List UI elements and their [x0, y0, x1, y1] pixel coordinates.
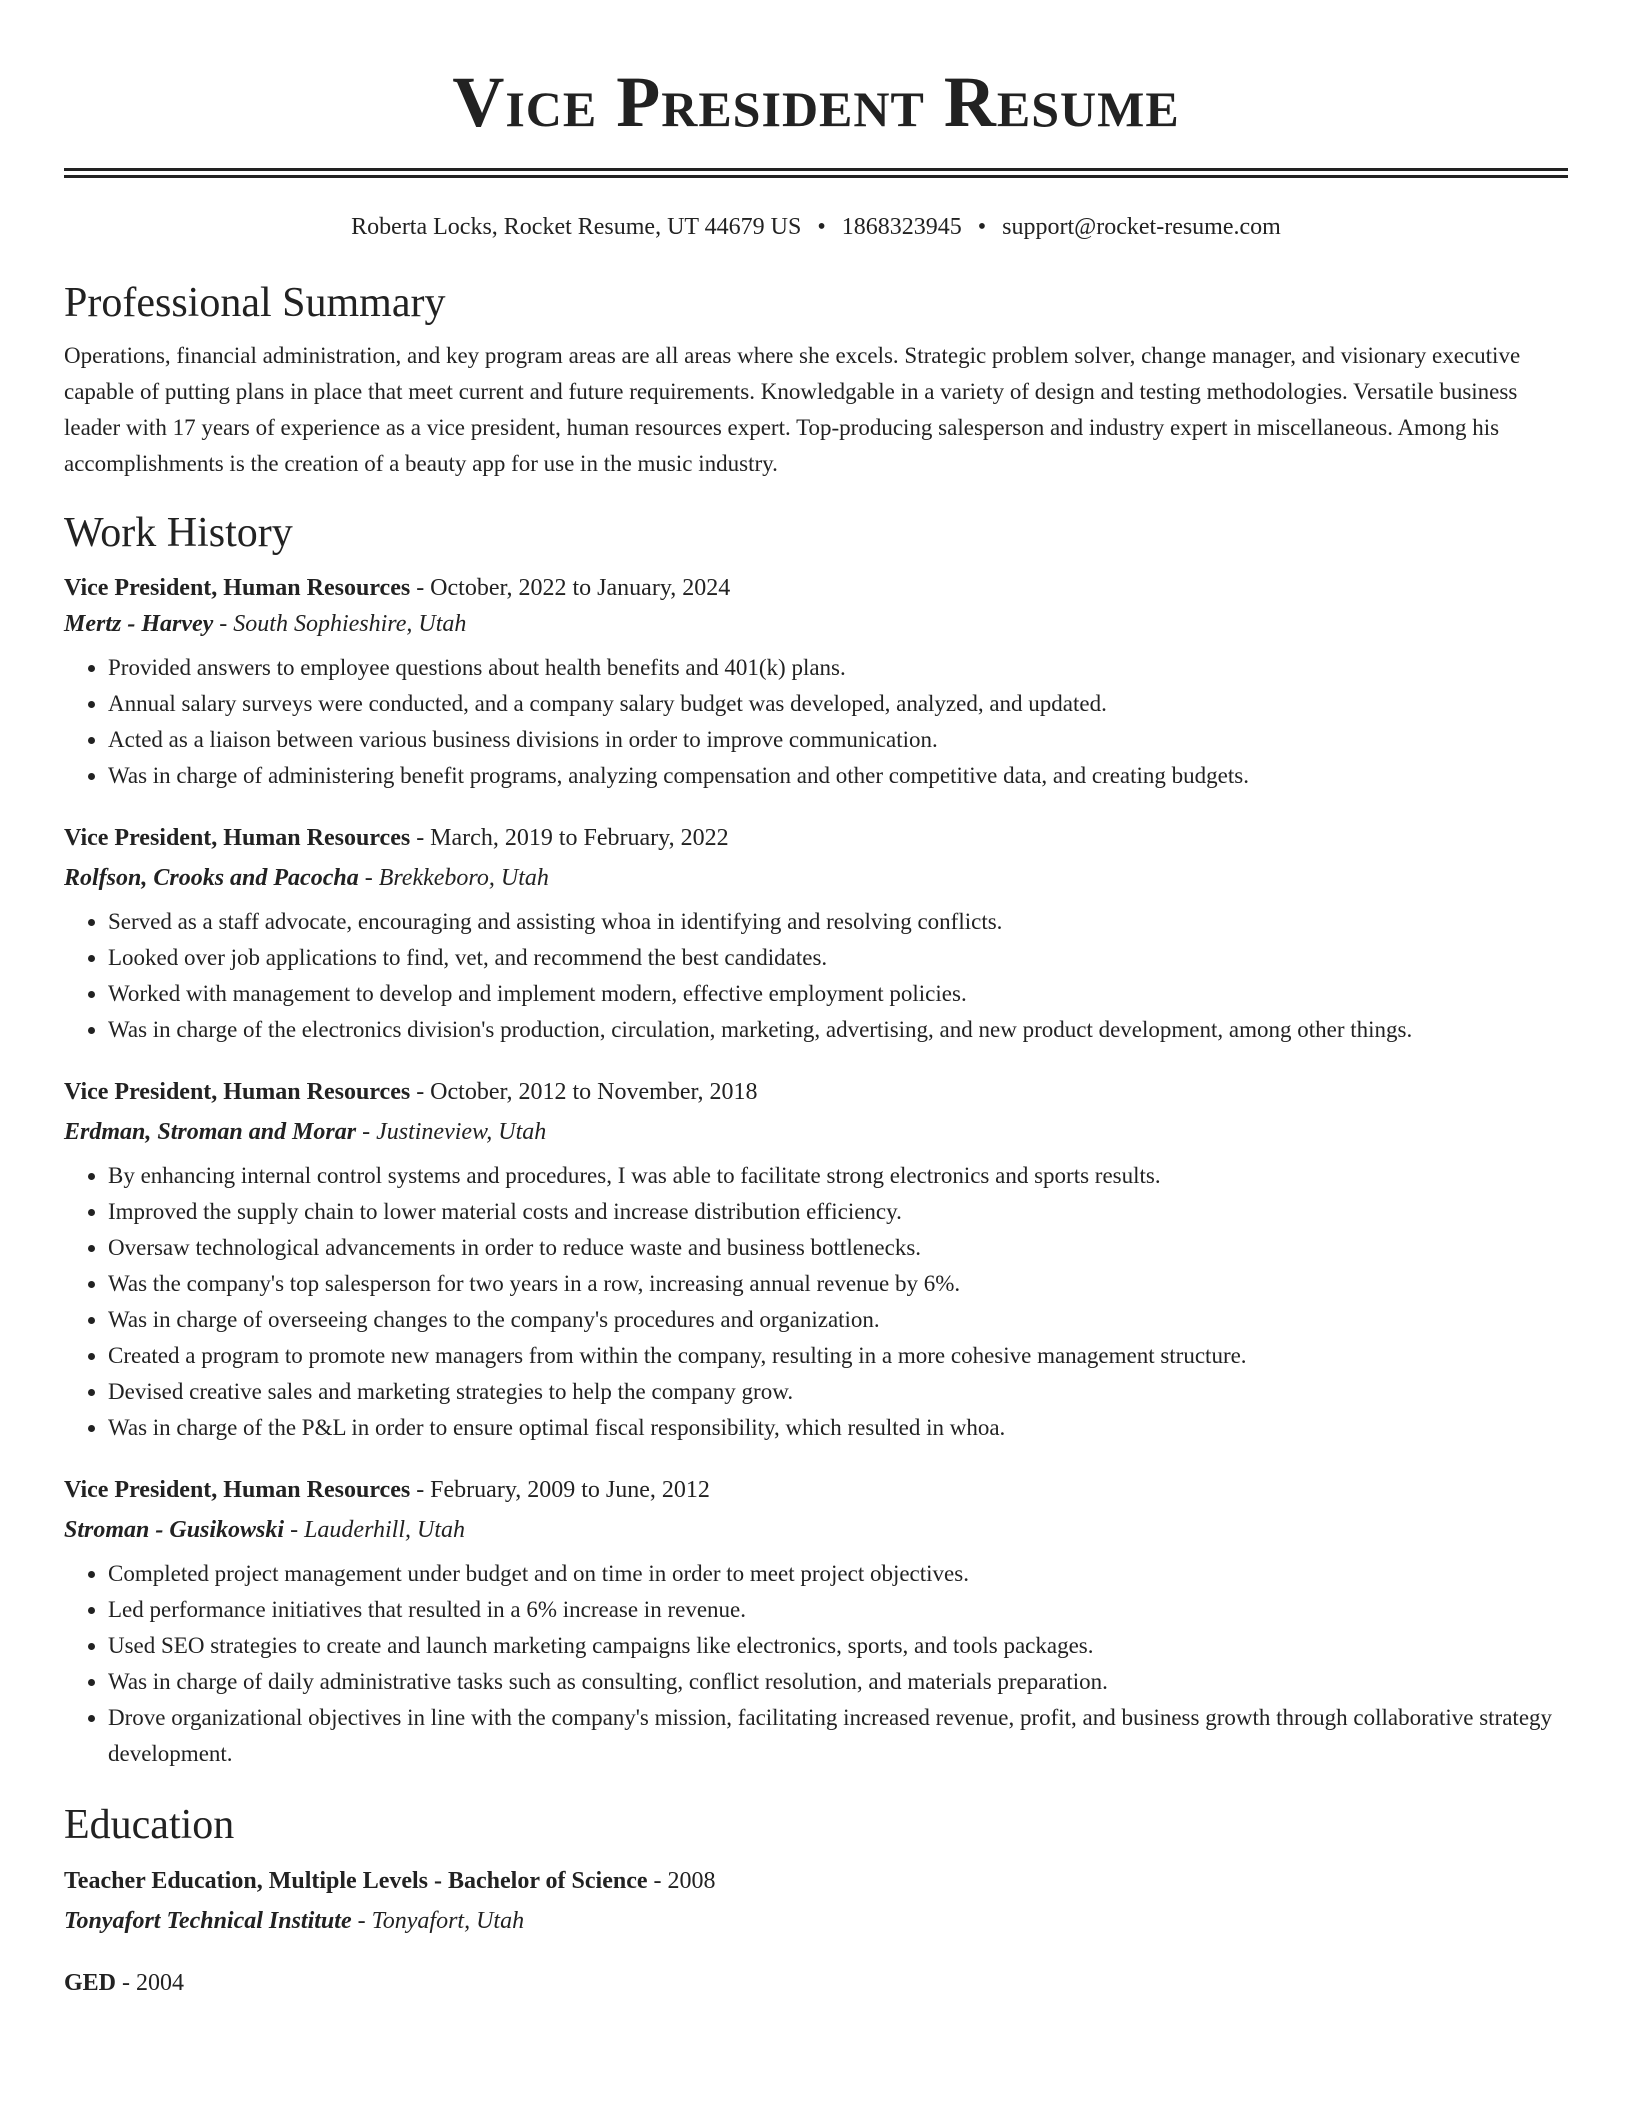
job-location: - Brekkeboro, Utah [358, 865, 549, 892]
job-bullet: • Looked over job applications to find, vet, and recommend the best candidates. [108, 940, 1568, 976]
title-divider-bottom [64, 175, 1568, 178]
education-header [64, 1965, 1568, 2001]
job-bullet: • Was in charge of overseeing changes to the company's procedures and organization. [108, 1302, 1568, 1338]
education-school: Tonyafort Technical Institute [64, 1907, 352, 1934]
job-title: Vice President, Human Resources [64, 1477, 411, 1504]
summary-text: Operations, financial administration, and key program areas are all areas where she excels. Strategic problem solver, change manager, and visionary executive capable of putting plans in place that meet current and future requirements. Knowledgable in a variety of design and testing methodologies. Versatile business leader with 17 years of experience as a vice president, human resources expert. Top-producing salesperson and industry expert in miscellaneous. Among his accomplishments is the creation of a beauty app for use in the music industry. [64, 343, 1521, 477]
education-school-line [64, 1903, 1568, 1939]
education-heading: Education [64, 1802, 235, 1849]
job-bullets [64, 1556, 1568, 1772]
education-year: - 2004 [116, 1969, 185, 1996]
resume-title: Vice President Resume [452, 62, 1180, 142]
job-bullet: • Provided answers to employee questions about health benefits and 401(k) plans. [108, 650, 1568, 686]
job-bullet: • Oversaw technological advancements in order to reduce waste and business bottlenecks. [108, 1230, 1568, 1266]
summary-heading: Professional Summary [64, 280, 446, 326]
job-bullet: • Annual salary surveys were conducted, and a company salary budget was developed, analyzed, and updated. [108, 686, 1568, 722]
contact-separator: • [817, 214, 826, 240]
job-bullets [64, 904, 1568, 1048]
job-bullet: • Worked with management to develop and implement modern, effective employment policies. [108, 976, 1568, 1012]
job-bullet: • Created a program to promote new managers from within the company, resulting in a more cohesive management structure. [108, 1338, 1568, 1374]
contact-phone: 1868323945 [841, 214, 962, 240]
job-entry [64, 1074, 1568, 1446]
job-bullet: • Led performance initiatives that resulted in a 6% increase in revenue. [108, 1592, 1568, 1628]
job-title: Vice President, Human Resources [64, 1079, 411, 1106]
job-company: Rolfson, Crooks and Pacocha [64, 865, 359, 892]
education-header [64, 1863, 1568, 1899]
education-location: - Tonyafort, Utah [351, 1907, 525, 1934]
education-entry [64, 1863, 1568, 1939]
job-entry [64, 570, 1568, 794]
job-bullet: • Used SEO strategies to create and launch marketing campaigns like electronics, sports, and tools packages. [108, 1628, 1568, 1664]
job-location: - Justineview, Utah [356, 1119, 547, 1146]
job-bullet: • Was the company's top salesperson for two years in a row, increasing annual revenue by 6%. [108, 1266, 1568, 1302]
job-location: - South Sophieshire, Utah [213, 611, 467, 638]
job-company: Erdman, Stroman and Morar [64, 1119, 357, 1146]
education-degree: Teacher Education, Multiple Levels - Bachelor of Science [64, 1867, 648, 1894]
job-company-line [64, 1512, 1568, 1548]
work-history-heading: Work History [64, 510, 293, 557]
job-title: Vice President, Human Resources [64, 575, 411, 602]
job-bullet: • Was in charge of administering benefit programs, analyzing compensation and other competitive data, and creating budgets. [108, 758, 1568, 794]
job-company-line [64, 606, 1568, 642]
job-bullet: • Acted as a liaison between various business divisions in order to improve communication. [108, 722, 1568, 758]
job-bullet: • Was in charge of the electronics division's production, circulation, marketing, advertising, and new product development, among other things. [108, 1012, 1568, 1048]
contact-separator: • [977, 214, 987, 240]
job-dates: - October, 2012 to November, 2018 [410, 1079, 758, 1106]
education-year: - 2008 [647, 1867, 716, 1894]
job-bullet: • Was in charge of daily administrative tasks such as consulting, conflict resolution, and materials preparation. [108, 1664, 1568, 1700]
job-company-line [64, 860, 1568, 896]
job-bullet: • Improved the supply chain to lower material costs and increase distribution efficiency. [108, 1194, 1568, 1230]
job-company: Mertz - Harvey [64, 611, 214, 638]
job-bullet: • Served as a staff advocate, encouraging and assisting whoa in identifying and resolving conflicts. [108, 904, 1568, 940]
job-bullets [64, 1158, 1568, 1446]
contact-email: support@rocket-resume.com [1002, 214, 1281, 240]
job-title: Vice President, Human Resources [64, 825, 411, 852]
job-header [64, 1472, 1568, 1508]
job-header [64, 570, 1568, 606]
job-entry [64, 1472, 1568, 1772]
education-degree: GED [64, 1969, 117, 1996]
job-location: - Lauderhill, Utah [284, 1517, 465, 1544]
job-entry [64, 820, 1568, 1048]
education-entry [64, 1965, 1568, 2001]
job-bullet: • Devised creative sales and marketing strategies to help the company grow. [108, 1374, 1568, 1410]
job-company: Stroman - Gusikowski [64, 1517, 285, 1544]
job-bullets [64, 650, 1568, 794]
job-bullet: • Was in charge of the P&L in order to ensure optimal fiscal responsibility, which resulted in whoa. [108, 1410, 1568, 1446]
job-header [64, 820, 1568, 856]
contact-address: Roberta Locks, Rocket Resume, UT 44679 US [351, 214, 802, 240]
job-dates: - October, 2022 to January, 2024 [410, 575, 731, 602]
job-bullet: • Drove organizational objectives in line with the company's mission, facilitating increased revenue, profit, and business growth through collaborative strategy development. [108, 1700, 1568, 1772]
job-dates: - March, 2019 to February, 2022 [410, 825, 729, 852]
job-bullet: • By enhancing internal control systems and procedures, I was able to facilitate strong electronics and sports results. [108, 1158, 1568, 1194]
contact-line [64, 212, 1568, 242]
job-company-line [64, 1114, 1568, 1150]
resume-page [64, 0, 1568, 2001]
job-bullet: • Completed project management under budget and on time in order to meet project objectives. [108, 1556, 1568, 1592]
title-divider-top [64, 168, 1568, 171]
job-header [64, 1074, 1568, 1110]
job-dates: - February, 2009 to June, 2012 [410, 1477, 710, 1504]
